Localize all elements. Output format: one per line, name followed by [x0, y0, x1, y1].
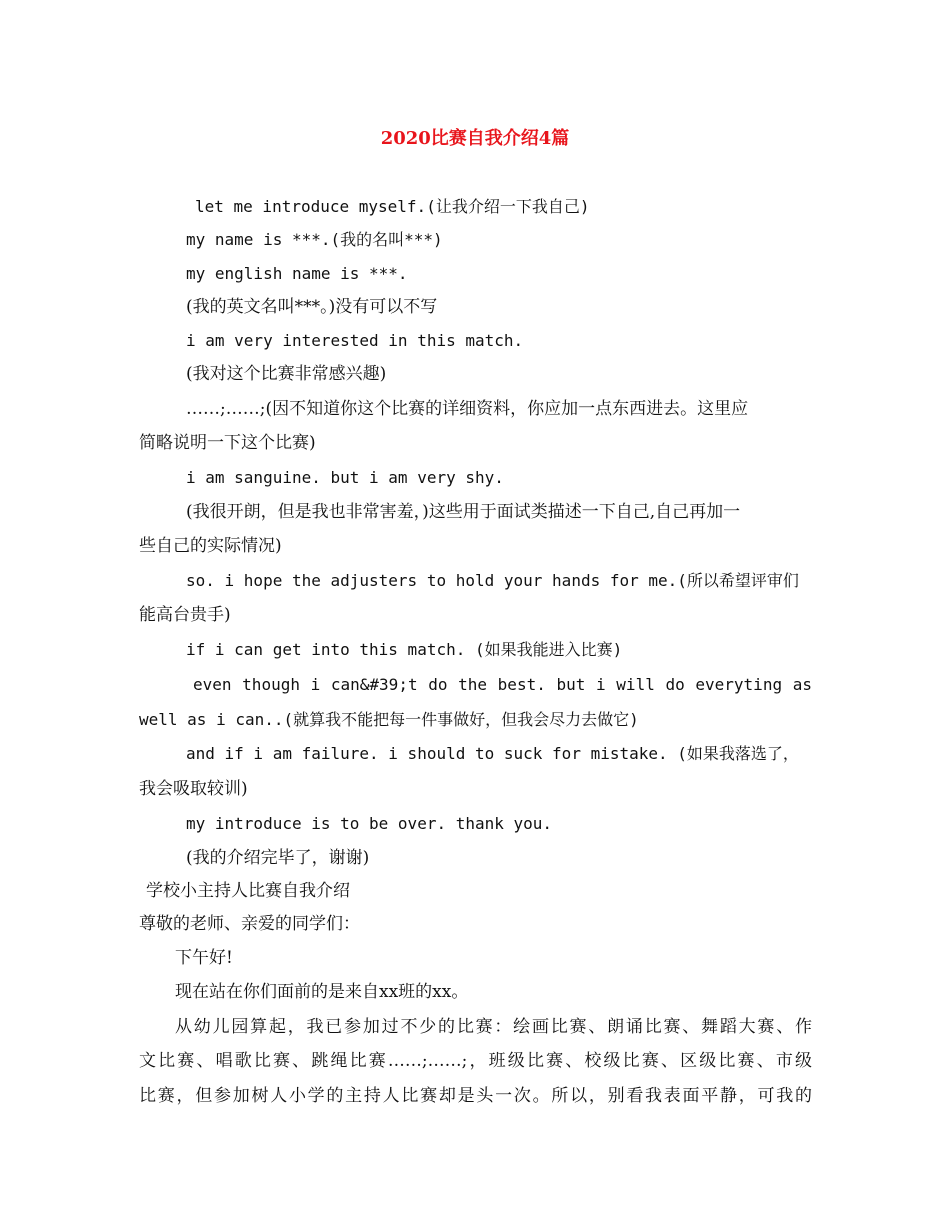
text-line: my introduce is to be over. thank you.	[186, 814, 553, 833]
text-line: 从幼儿园算起，我已参加过不少的比赛：绘画比赛、朗诵比赛、舞蹈大赛、作	[175, 1017, 812, 1037]
text-line: 些自己的实际情况)	[139, 536, 282, 556]
text-line: so. i hope the adjusters to hold your hands for me.(所以希望评审们	[186, 571, 799, 590]
text-line: 尊敬的老师、亲爱的同学们：	[139, 914, 360, 934]
text-line: even though i can&#39;t do the best. but i will do everyting as	[193, 675, 812, 694]
text-line: 简略说明一下这个比赛)	[139, 433, 316, 453]
text-line: i am sanguine. but i am very shy.	[186, 468, 504, 487]
text-line: my english name is ***.	[186, 264, 408, 283]
text-line: well as i can..(就算我不能把每一件事做好，但我会尽力去做它)	[139, 710, 639, 729]
text-line: (我很开朗，但是我也非常害羞，)这些用于面试类描述一下自己,自己再加一	[186, 502, 741, 522]
text-line: and if i am failure. i should to suck for mistake. (如果我落选了，	[186, 744, 799, 763]
text-line: if i can get into this match. (如果我能进入比赛)	[186, 640, 623, 659]
text-line: (我的介绍完毕了，谢谢)	[186, 848, 370, 868]
text-line: my name is ***.(我的名叫***)	[186, 230, 443, 249]
text-line: 下午好!	[175, 948, 233, 968]
text-line: 能高台贵手)	[139, 605, 231, 625]
text-line: 学校小主持人比赛自我介绍	[146, 881, 350, 901]
text-line: 我会吸取较训)	[139, 779, 248, 799]
text-line: (我的英文名叫***。)没有可以不写	[186, 297, 438, 317]
document-title: 2020比赛自我介绍4篇	[380, 128, 570, 149]
text-line: 现在站在你们面前的是来自xx班的xx。	[175, 982, 469, 1002]
text-line: ……;……;(因不知道你这个比赛的详细资料，你应加一点东西进去。这里应	[186, 399, 749, 419]
text-line: i am very interested in this match.	[186, 331, 524, 350]
text-line: 文比赛、唱歌比赛、跳绳比赛……;……;，班级比赛、校级比赛、区级比赛、市级	[139, 1051, 812, 1071]
text-line: let me introduce myself.(让我介绍一下我自己)	[195, 197, 590, 216]
text-line: 比赛，但参加树人小学的主持人比赛却是头一次。所以，别看我表面平静，可我的	[139, 1086, 812, 1106]
text-line: (我对这个比赛非常感兴趣)	[186, 364, 387, 384]
